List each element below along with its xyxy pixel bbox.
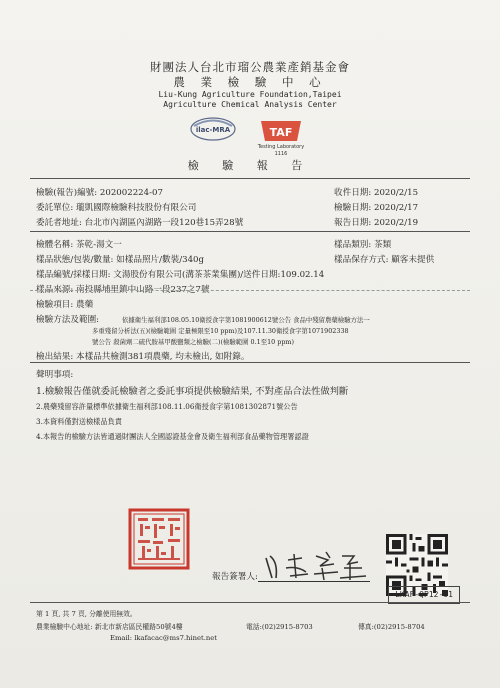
- received-date: 收件日期: 2020/2/15: [334, 188, 419, 198]
- notice-line-1: 1.檢驗報告僅就委託檢驗者之委託事項提供檢驗結果, 不對產品合法性做判斷: [36, 386, 349, 397]
- center-name-en: Agriculture Chemical Analysis Center: [163, 100, 337, 109]
- center-name-zh: 農 業 檢 驗 中 心: [173, 75, 327, 89]
- notice-line-3: 3.本資料僅對送檢樣品負責: [36, 417, 122, 426]
- footer-address: 農業檢驗中心地址: 新北市新店區民權路50號4樓: [36, 623, 183, 631]
- footer-phone: 電話:(02)2915-8703: [246, 623, 313, 631]
- notice-line-4: 4.本報告的檢驗方法皆通過財團法人全國認證基金會及衛生福利部食品藥物管理署認證: [36, 432, 309, 441]
- sample-name: 檢體名稱: 茶乾-湯文一: [36, 240, 122, 250]
- sample-source: 樣品來源: 南投縣埔里鎮中山路一段237之7號: [36, 285, 210, 295]
- taf-logo-subtitle: Testing Laboratory: [257, 144, 305, 150]
- taf-logo-text: TAF: [269, 126, 293, 139]
- sample-type: 樣品類別: 茶類: [334, 240, 392, 250]
- page-indicator: 第 1 頁, 共 7 頁, 分離使用無效。: [36, 610, 137, 618]
- divider-bottom: [30, 362, 470, 363]
- org-name-zh: 財團法人台北市瑠公農業產銷基金會: [150, 60, 350, 74]
- footer-divider: [30, 602, 470, 603]
- signatory-label: 報告簽署人:: [212, 572, 258, 582]
- method-label: 檢驗方法及範圍:: [36, 315, 100, 325]
- red-seal-stamp: [128, 508, 190, 570]
- report-date: 報告日期: 2020/2/19: [334, 218, 419, 228]
- taf-logo-number: 1116: [274, 151, 288, 157]
- form-number: LKAF-QP12-01: [388, 586, 460, 604]
- footer-fax: 傳真:(02)2915-8704: [358, 623, 425, 631]
- report-title: 檢 驗 報 告: [187, 159, 313, 172]
- report-number: 檢驗(報告)編號: 202002224-07: [36, 188, 163, 198]
- footer-email: Email: lkafacac@ms7.hinet.net: [110, 634, 218, 642]
- storage-method: 樣品保存方式: 顧客未提供: [334, 255, 435, 265]
- taf-logo: [253, 117, 309, 157]
- test-item: 檢驗項目: 農藥: [36, 300, 94, 310]
- method-line-1: 依據衛生福利部108.05.10衛授食字第1081900612號公告 食品中殘留農藥檢驗方法一: [122, 316, 370, 324]
- org-name-en: Liu-Kung Agriculture Foundation,Taipei: [158, 90, 342, 99]
- divider-dashed: [30, 290, 470, 291]
- method-line-2: 多重殘留分析法(五)(檢驗範圍 定量極限至10 ppm)及107.11.30衛授食字第1071902338: [92, 327, 349, 335]
- test-result: 檢出結果: 本樣品共檢測381項農藥, 均未檢出, 如附錄。: [36, 352, 250, 362]
- ilac-mra-logo: [190, 117, 236, 141]
- mra-logo-text: ilac-MRA: [195, 126, 231, 134]
- signature-line: [258, 581, 370, 582]
- notice-heading: 聲明事項:: [36, 370, 74, 380]
- sample-state: 樣品狀態/包裝/數量: 如樣品照片/數裝/340g: [36, 255, 205, 265]
- divider-mid: [30, 231, 470, 232]
- sampling-info: 樣品編號/採樣日期: 文湯股份有限公司(溝茶茶業集團)/送件日期:109.02.14: [36, 270, 325, 280]
- handwritten-signature: [258, 548, 378, 584]
- client-address: 委託者地址: 台北市內湖區內湖路一段120巷15弄28號: [36, 218, 244, 228]
- test-date: 檢驗日期: 2020/2/17: [334, 203, 419, 213]
- divider-top: [30, 178, 470, 179]
- client-name: 委託單位: 瓏凱國際檢驗科技股份有限公司: [36, 203, 197, 213]
- notice-line-2: 2.農藥殘留容許量標準依據衛生福利部108.11.06衛授食字第1081302871號公告: [36, 402, 298, 411]
- method-line-3: 號公告 殺菌劑二硫代胺基甲酸鹽類之檢驗(二)(檢驗範圍 0.1至10 ppm): [92, 338, 294, 346]
